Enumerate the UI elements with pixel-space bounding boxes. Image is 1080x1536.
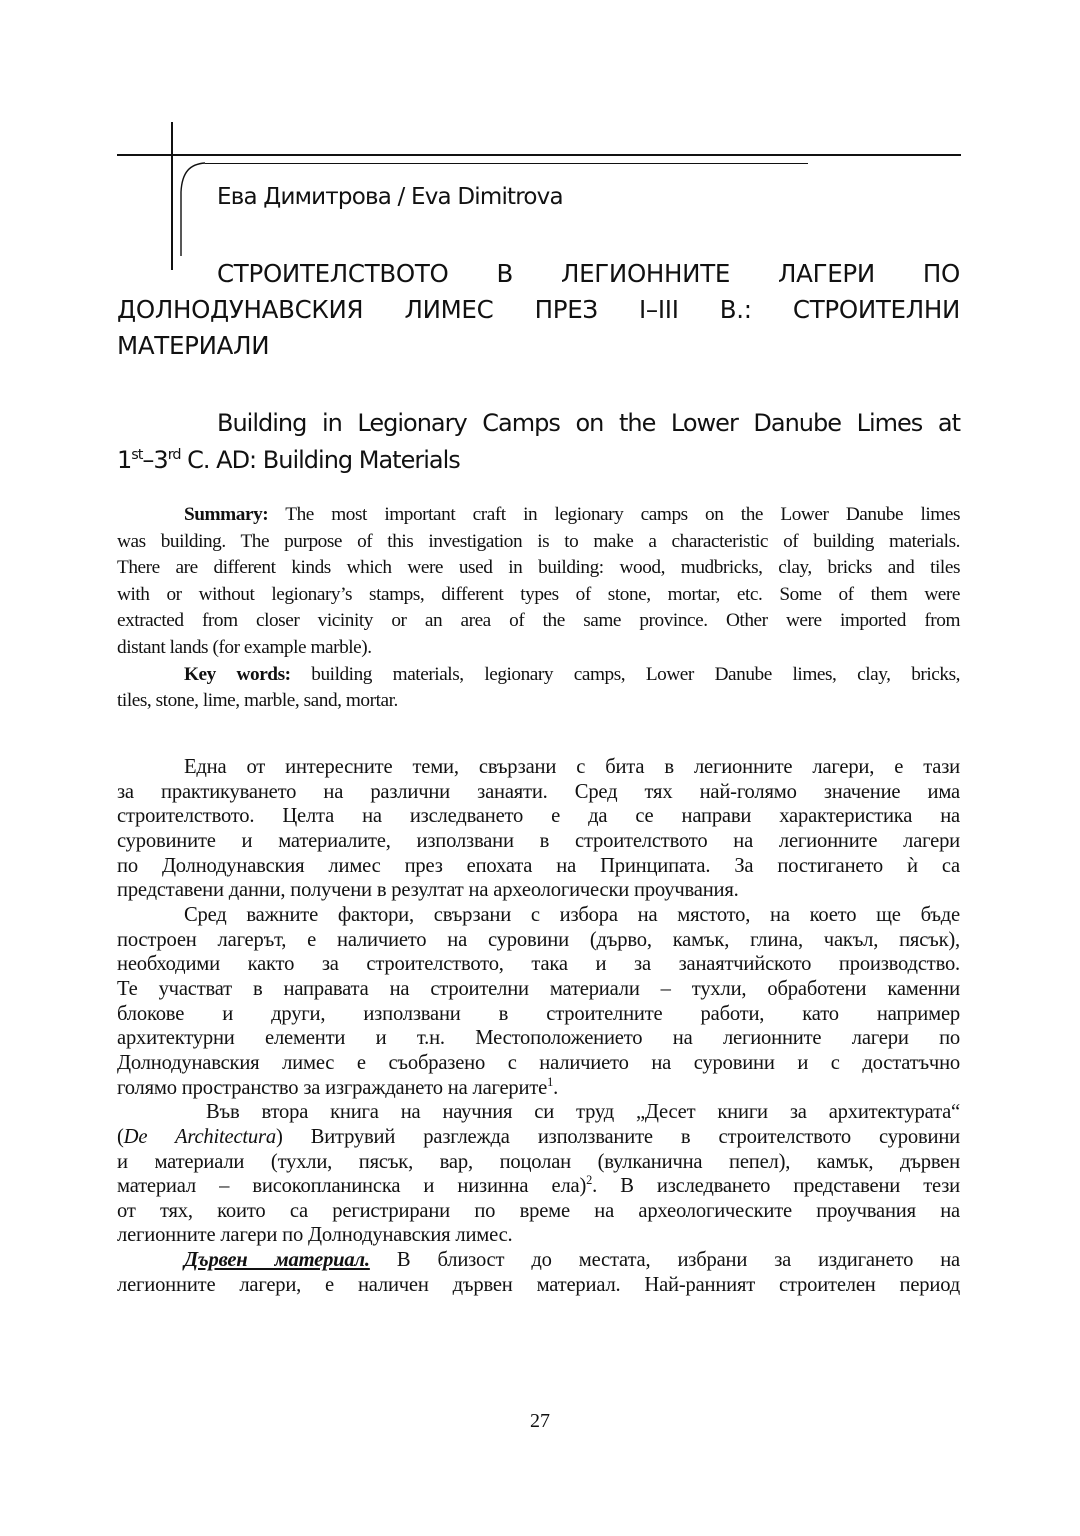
body-line: архитектурни елементи и т.н. Местоположението на легионните лагери по	[117, 1027, 960, 1050]
body-line: Сред важните фактори, свързани с избора на мястото, на което ще бъде	[184, 903, 960, 926]
body-line: и материали (тухли, пясък, вар, поцолан (вулканична пепел), камък, дървен	[117, 1150, 960, 1173]
body-line: построен лагерът, е наличието на суровини (дърво, камък, глина, чакъл, пясък),	[117, 928, 960, 951]
footnote-ref[interactable]: 2	[586, 1173, 593, 1188]
book-title-italic: De Architectura	[123, 1125, 276, 1148]
superscript: st	[131, 447, 143, 463]
body-line: блокове и други, използвани в строителните работи, като например	[117, 1002, 960, 1025]
body-line: за практикуването на различни занаяти. Сред тях най-голямо значение има	[117, 780, 960, 803]
keywords-label: Key words:	[184, 663, 291, 685]
author-name: Ева Димитрова / Eva Dimitrova	[217, 184, 563, 210]
superscript: rd	[167, 447, 181, 463]
body-line: Те участват в направата на строителни материали – тухли, обработени каменни	[117, 977, 960, 1000]
footnote-ref[interactable]: 1	[547, 1074, 554, 1089]
summary-line: was building. The purpose of this investigation is to make a characteristic of building materials.	[117, 530, 960, 552]
body-line: легионните лагери, е наличен дървен материал. Най-ранният строителен период	[117, 1273, 960, 1296]
body-line: легионните лагери по Долнодунавския лимес.	[117, 1224, 513, 1247]
section-heading-wood: Дървен материал.	[184, 1249, 370, 1272]
body-line: представени данни, получени в резултат на археологически проучвания.	[117, 879, 739, 902]
body-text-span: .	[553, 1076, 559, 1099]
article-title	[117, 256, 960, 364]
subtitle-text: –3	[142, 446, 168, 474]
body-line	[117, 1248, 960, 1273]
body-line: от тях, които са регистрирани по време на археологическите проучвания на	[117, 1199, 960, 1222]
keywords-line: tiles, stone, lime, marble, sand, mortar.	[117, 690, 398, 712]
header-rule-vertical	[171, 122, 173, 270]
summary-line: distant lands (for example marble).	[117, 636, 372, 658]
summary-line: There are different kinds which were used in building: wood, mudbricks, clay, bricks and tiles	[117, 557, 960, 579]
header-rule-inner-horizontal	[205, 163, 808, 164]
body-line: строителството. Целта на изследването е да се направи характеристика на	[117, 805, 960, 828]
body-text	[117, 755, 960, 1297]
header-rule-horizontal	[117, 154, 961, 156]
body-text-span: материал – високопланинска и низинна ела)	[117, 1175, 587, 1198]
body-line	[117, 1125, 960, 1150]
body-line	[117, 1076, 960, 1101]
subtitle-text: 1	[117, 446, 132, 474]
summary-line: extracted from closer vicinity or an area of the same province. Other were imported from	[117, 610, 960, 632]
subtitle-line: Building in Legionary Camps on the Lower Danube Limes at	[217, 409, 960, 437]
keywords-text: building materials, legionary camps, Lower Danube limes, clay, bricks,	[290, 663, 960, 685]
subtitle-text: C. AD: Building Materials	[180, 446, 460, 474]
body-line: Във втора книга на научния си труд „Десет книги за архитектурата“	[184, 1101, 960, 1124]
body-line: суровините и материалите, използвани в строителството на легионните лагери	[117, 829, 960, 852]
body-text-span: голямо пространство за изграждането на лагерите	[117, 1076, 548, 1099]
body-text-span: (	[117, 1125, 124, 1148]
keywords-line	[117, 662, 960, 689]
body-line	[117, 1174, 960, 1199]
body-line: Една от интересните теми, свързани с бита в легионните лагери, е тази	[184, 756, 960, 778]
subtitle-line	[117, 442, 960, 479]
body-text-span: ) Витрувий разглежда използваните в строителството суровини	[275, 1125, 960, 1148]
page-number: 27	[530, 1410, 550, 1432]
body-text-span: . В изследването представени тези	[592, 1175, 961, 1198]
header-rule-curve	[178, 162, 208, 257]
body-line: Долнодунавския лимес е съобразено с наличието на суровини и с достатъчно	[117, 1051, 960, 1074]
summary-line	[117, 502, 960, 529]
body-line: по Долнодунавския лимес през епохата на Принципата. За постигането ѝ са	[117, 854, 960, 877]
summary-line: with or without legionary’s stamps, different types of stone, mortar, etc. Some of them were	[117, 583, 960, 605]
summary-block	[117, 502, 960, 715]
body-text-span: В близост до местата, избрани за издигането на	[369, 1249, 960, 1272]
title-line: МАТЕРИАЛИ	[117, 331, 270, 360]
summary-label: Summary:	[184, 504, 269, 525]
article-subtitle-english	[117, 405, 960, 479]
title-line: СТРОИТЕЛСТВОТО В ЛЕГИОННИТЕ ЛАГЕРИ ПО	[217, 259, 960, 288]
summary-text: The most important craft in legionary camps on the Lower Danube limes	[268, 504, 960, 525]
title-line: ДОЛНОДУНАВСКИЯ ЛИМЕС ПРЕЗ I–III В.: СТРОИТЕЛНИ	[117, 295, 960, 324]
body-line: необходими както за строителството, така и за занаятчийското производство.	[117, 953, 960, 976]
